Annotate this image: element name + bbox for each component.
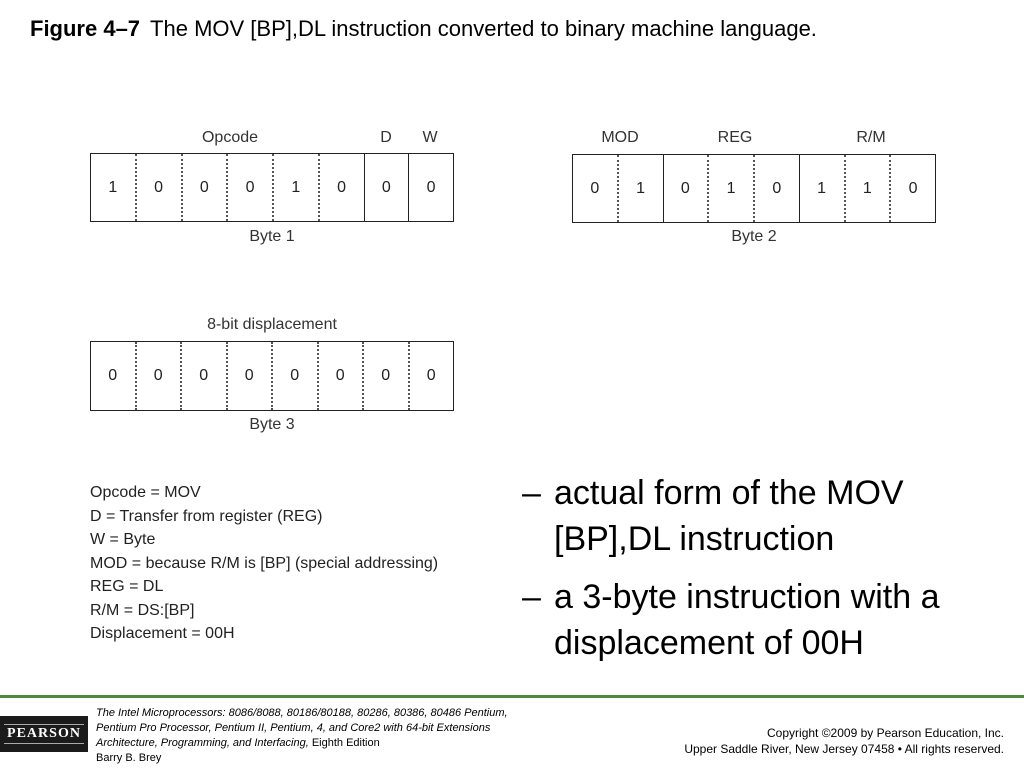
byte2-caption: Byte 2 (731, 228, 777, 245)
byte3-bit: 0 (135, 342, 181, 410)
bullet-item (522, 470, 992, 562)
book-subtitle: Architecture, Programming, and Interfacing, (96, 737, 309, 749)
legend-line: MOD = because R/M is [BP] (special addressing) (90, 554, 439, 572)
byte3-bit: 0 (271, 342, 317, 410)
byte3-caption: Byte 3 (249, 416, 295, 433)
figure-label: Figure 4–7 (30, 16, 141, 41)
byte2-bit: 0 (590, 179, 600, 197)
byte2-bit: 0 (663, 155, 708, 222)
byte1-bit: 0 (181, 154, 227, 221)
book-title: The Intel Microprocessors: (96, 707, 226, 719)
byte3-bit: 0 (180, 342, 226, 410)
copyright-address: Upper Saddle River, New Jersey 07458 • All rights reserved. (684, 742, 1004, 756)
dash-marker: – (522, 474, 541, 512)
byte3-bits (90, 341, 454, 411)
book-credits (96, 706, 508, 766)
bullet-text: actual form of the MOV [BP],DL instruction (554, 474, 904, 558)
field-legend (90, 481, 438, 646)
legend-line: Opcode = MOV (90, 484, 201, 501)
copyright-line: Copyright ©2009 by Pearson Education, Inc. (767, 726, 1004, 740)
byte1-bit: 0 (364, 154, 409, 221)
mod-label: MOD (601, 129, 639, 146)
displacement-label: 8-bit displacement (207, 316, 337, 333)
byte1-bits (90, 153, 454, 222)
byte1-bit: 1 (272, 154, 318, 221)
byte3-bit: 0 (226, 342, 272, 410)
byte2-bit: 1 (707, 155, 753, 222)
byte3-bit: 0 (317, 342, 363, 410)
opcode-label: Opcode (201, 129, 259, 146)
byte3-bit: 0 (408, 342, 454, 410)
book-author: Barry B. Brey (96, 752, 162, 764)
byte1-bit: 0 (318, 154, 364, 221)
byte1-bit: 0 (408, 154, 453, 221)
figure-title (30, 16, 817, 42)
byte2-bit: 1 (799, 155, 844, 222)
book-models-cont: Pentium Pro Processor, Pentium II, Pentium, 4, and Core2 with 64-bit Extensions (96, 722, 491, 734)
byte1-bit: 0 (226, 154, 272, 221)
rm-label: R/M (856, 129, 886, 146)
book-models: 8086/8088, 80186/80188, 80286, 80386, 80486 Pentium, (228, 707, 508, 719)
w-label: W (422, 129, 438, 146)
byte1-bit: 0 (135, 154, 181, 221)
byte1-caption: Byte 1 (249, 228, 295, 245)
byte1-bit: 1 (108, 178, 118, 196)
byte2-bit: 0 (753, 155, 799, 222)
byte2-bit: 1 (617, 155, 663, 222)
footer-divider (0, 695, 1024, 698)
pearson-logo (0, 716, 88, 752)
legend-line: W = Byte (90, 531, 156, 548)
byte3-bit: 0 (362, 342, 408, 410)
dash-marker: – (522, 578, 541, 616)
legend-line: R/M = DS:[BP] (90, 601, 195, 619)
byte2-bit: 1 (844, 155, 890, 222)
book-edition: Eighth Edition (311, 737, 380, 749)
logo-text: PEARSON (4, 724, 84, 744)
bullet-item (522, 574, 992, 666)
legend-line: Displacement = 00H (90, 625, 235, 642)
bullet-text: a 3-byte instruction with a displacement of 00H (554, 578, 940, 662)
d-label: D (380, 129, 392, 146)
legend-line: REG = DL (90, 578, 164, 595)
figure-caption: The MOV [BP],DL instruction converted to binary machine language. (150, 16, 817, 41)
byte2-bit: 0 (889, 155, 935, 222)
bullet-list (522, 470, 992, 678)
byte2-bits (572, 154, 936, 223)
byte3-bit: 0 (108, 367, 118, 384)
reg-label: REG (717, 129, 753, 146)
copyright-notice (684, 725, 1004, 757)
legend-line: D = Transfer from register (REG) (90, 507, 323, 525)
